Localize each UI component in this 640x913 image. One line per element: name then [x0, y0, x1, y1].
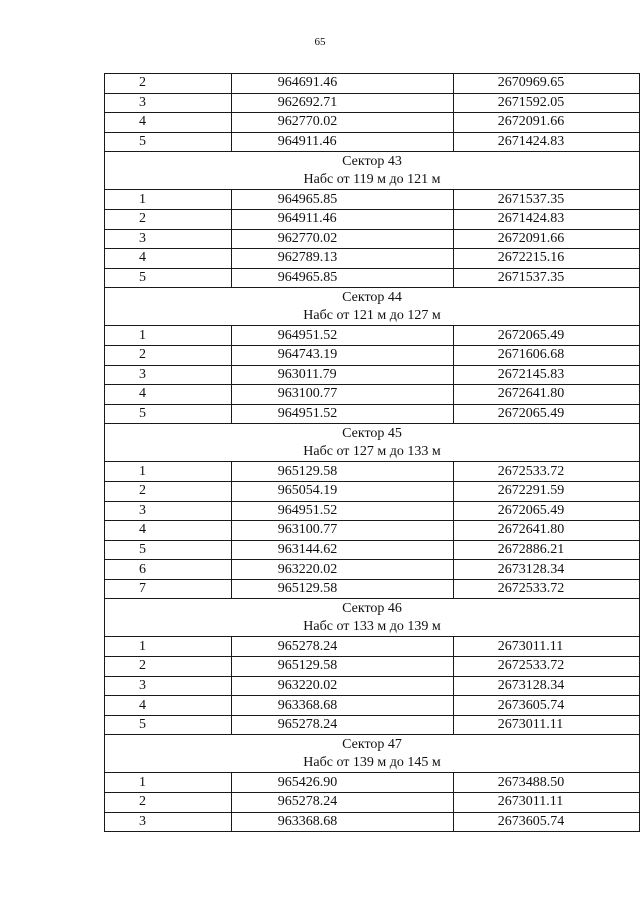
y-coordinate-cell: 2672886.21: [453, 540, 639, 560]
coordinates-table: [104, 73, 640, 832]
sector-title: Сектор 45: [342, 425, 402, 441]
point-number-cell: 3: [105, 812, 232, 832]
y-coordinate-cell: 2672533.72: [453, 579, 639, 599]
sector-title: Сектор 44: [342, 289, 402, 305]
x-coordinate-cell: 962770.02: [231, 113, 453, 133]
point-number-cell: 4: [105, 249, 232, 269]
x-coordinate-cell: 963368.68: [231, 696, 453, 716]
point-number-cell: 2: [105, 74, 232, 94]
y-coordinate-cell: 2672641.80: [453, 385, 639, 405]
point-number-cell: 1: [105, 326, 232, 346]
sector-header: [105, 599, 640, 637]
table-row: [105, 812, 640, 832]
table-row: [105, 696, 640, 716]
y-coordinate-cell: 2673128.34: [453, 676, 639, 696]
y-coordinate-cell: 2672065.49: [453, 326, 639, 346]
y-coordinate-cell: 2672065.49: [453, 404, 639, 424]
y-coordinate-cell: 2672291.59: [453, 481, 639, 501]
table-row: [105, 229, 640, 249]
table-row: [105, 481, 640, 501]
y-coordinate-cell: 2672145.83: [453, 365, 639, 385]
y-coordinate-cell: 2672641.80: [453, 521, 639, 541]
sector-header-row: [105, 599, 640, 637]
table-row: [105, 560, 640, 580]
table-row: [105, 676, 640, 696]
x-coordinate-cell: 962789.13: [231, 249, 453, 269]
sector-title: Сектор 47: [342, 736, 402, 752]
sector-title: Сектор 43: [342, 153, 402, 169]
y-coordinate-cell: 2673011.11: [453, 793, 639, 813]
y-coordinate-cell: 2671424.83: [453, 132, 639, 152]
table-row: [105, 190, 640, 210]
x-coordinate-cell: 964965.85: [231, 268, 453, 288]
sector-header-row: [105, 152, 640, 190]
point-number-cell: 3: [105, 676, 232, 696]
coordinates-table-body: [105, 74, 640, 832]
y-coordinate-cell: 2670969.65: [453, 74, 639, 94]
y-coordinate-cell: 2672091.66: [453, 113, 639, 133]
x-coordinate-cell: 965426.90: [231, 773, 453, 793]
point-number-cell: 5: [105, 404, 232, 424]
sector-altitude-range: Набс от 139 м до 145 м: [303, 754, 441, 770]
point-number-cell: 3: [105, 501, 232, 521]
y-coordinate-cell: 2672533.72: [453, 462, 639, 482]
x-coordinate-cell: 964911.46: [231, 209, 453, 229]
y-coordinate-cell: 2673605.74: [453, 812, 639, 832]
y-coordinate-cell: 2671606.68: [453, 345, 639, 365]
sector-header: [105, 152, 640, 190]
table-row: [105, 793, 640, 813]
x-coordinate-cell: 963220.02: [231, 560, 453, 580]
y-coordinate-cell: 2673605.74: [453, 696, 639, 716]
y-coordinate-cell: 2672065.49: [453, 501, 639, 521]
table-row: [105, 132, 640, 152]
point-number-cell: 1: [105, 773, 232, 793]
page-number: 65: [314, 36, 326, 48]
point-number-cell: 5: [105, 132, 232, 152]
table-row: [105, 521, 640, 541]
x-coordinate-cell: 963144.62: [231, 540, 453, 560]
sector-altitude-range: Набс от 119 м до 121 м: [303, 171, 441, 187]
table-row: [105, 385, 640, 405]
sector-altitude-range: Набс от 121 м до 127 м: [303, 307, 441, 323]
point-number-cell: 2: [105, 793, 232, 813]
y-coordinate-cell: 2672091.66: [453, 229, 639, 249]
sector-header: [105, 424, 640, 462]
point-number-cell: 1: [105, 462, 232, 482]
point-number-cell: 4: [105, 113, 232, 133]
sector-header: [105, 288, 640, 326]
sector-title: Сектор 46: [342, 600, 402, 616]
sector-altitude-range: Набс от 127 м до 133 м: [303, 443, 441, 459]
sector-header-row: [105, 735, 640, 773]
x-coordinate-cell: 965278.24: [231, 715, 453, 735]
point-number-cell: 2: [105, 345, 232, 365]
point-number-cell: 4: [105, 696, 232, 716]
point-number-cell: 4: [105, 521, 232, 541]
x-coordinate-cell: 963011.79: [231, 365, 453, 385]
x-coordinate-cell: 964951.52: [231, 501, 453, 521]
table-row: [105, 715, 640, 735]
point-number-cell: 2: [105, 481, 232, 501]
y-coordinate-cell: 2671537.35: [453, 268, 639, 288]
x-coordinate-cell: 963220.02: [231, 676, 453, 696]
sector-header-row: [105, 424, 640, 462]
y-coordinate-cell: 2673011.11: [453, 637, 639, 657]
x-coordinate-cell: 964965.85: [231, 190, 453, 210]
table-row: [105, 579, 640, 599]
table-row: [105, 501, 640, 521]
point-number-cell: 1: [105, 637, 232, 657]
point-number-cell: 4: [105, 385, 232, 405]
table-row: [105, 637, 640, 657]
y-coordinate-cell: 2672215.16: [453, 249, 639, 269]
table-row: [105, 209, 640, 229]
point-number-cell: 7: [105, 579, 232, 599]
table-row: [105, 113, 640, 133]
point-number-cell: 5: [105, 268, 232, 288]
x-coordinate-cell: 965278.24: [231, 793, 453, 813]
x-coordinate-cell: 963100.77: [231, 521, 453, 541]
table-row: [105, 345, 640, 365]
point-number-cell: 5: [105, 715, 232, 735]
sector-header-row: [105, 288, 640, 326]
sector-altitude-range: Набс от 133 м до 139 м: [303, 618, 441, 634]
table-row: [105, 249, 640, 269]
x-coordinate-cell: 964691.46: [231, 74, 453, 94]
table-row: [105, 540, 640, 560]
y-coordinate-cell: 2671424.83: [453, 209, 639, 229]
y-coordinate-cell: 2671592.05: [453, 93, 639, 113]
table-row: [105, 657, 640, 677]
table-row: [105, 773, 640, 793]
x-coordinate-cell: 964911.46: [231, 132, 453, 152]
point-number-cell: 5: [105, 540, 232, 560]
point-number-cell: 2: [105, 209, 232, 229]
y-coordinate-cell: 2673128.34: [453, 560, 639, 580]
y-coordinate-cell: 2671537.35: [453, 190, 639, 210]
x-coordinate-cell: 965054.19: [231, 481, 453, 501]
x-coordinate-cell: 963100.77: [231, 385, 453, 405]
x-coordinate-cell: 964951.52: [231, 404, 453, 424]
x-coordinate-cell: 965129.58: [231, 657, 453, 677]
table-row: [105, 93, 640, 113]
table-row: [105, 462, 640, 482]
table-row: [105, 268, 640, 288]
x-coordinate-cell: 964743.19: [231, 345, 453, 365]
x-coordinate-cell: 965278.24: [231, 637, 453, 657]
point-number-cell: 6: [105, 560, 232, 580]
table-row: [105, 365, 640, 385]
x-coordinate-cell: 965129.58: [231, 462, 453, 482]
table-row: [105, 326, 640, 346]
point-number-cell: 3: [105, 93, 232, 113]
point-number-cell: 3: [105, 229, 232, 249]
y-coordinate-cell: 2673488.50: [453, 773, 639, 793]
x-coordinate-cell: 962692.71: [231, 93, 453, 113]
y-coordinate-cell: 2672533.72: [453, 657, 639, 677]
table-row: [105, 74, 640, 94]
sector-header: [105, 735, 640, 773]
table-row: [105, 404, 640, 424]
x-coordinate-cell: 962770.02: [231, 229, 453, 249]
x-coordinate-cell: 964951.52: [231, 326, 453, 346]
point-number-cell: 1: [105, 190, 232, 210]
x-coordinate-cell: 965129.58: [231, 579, 453, 599]
x-coordinate-cell: 963368.68: [231, 812, 453, 832]
point-number-cell: 3: [105, 365, 232, 385]
y-coordinate-cell: 2673011.11: [453, 715, 639, 735]
point-number-cell: 2: [105, 657, 232, 677]
